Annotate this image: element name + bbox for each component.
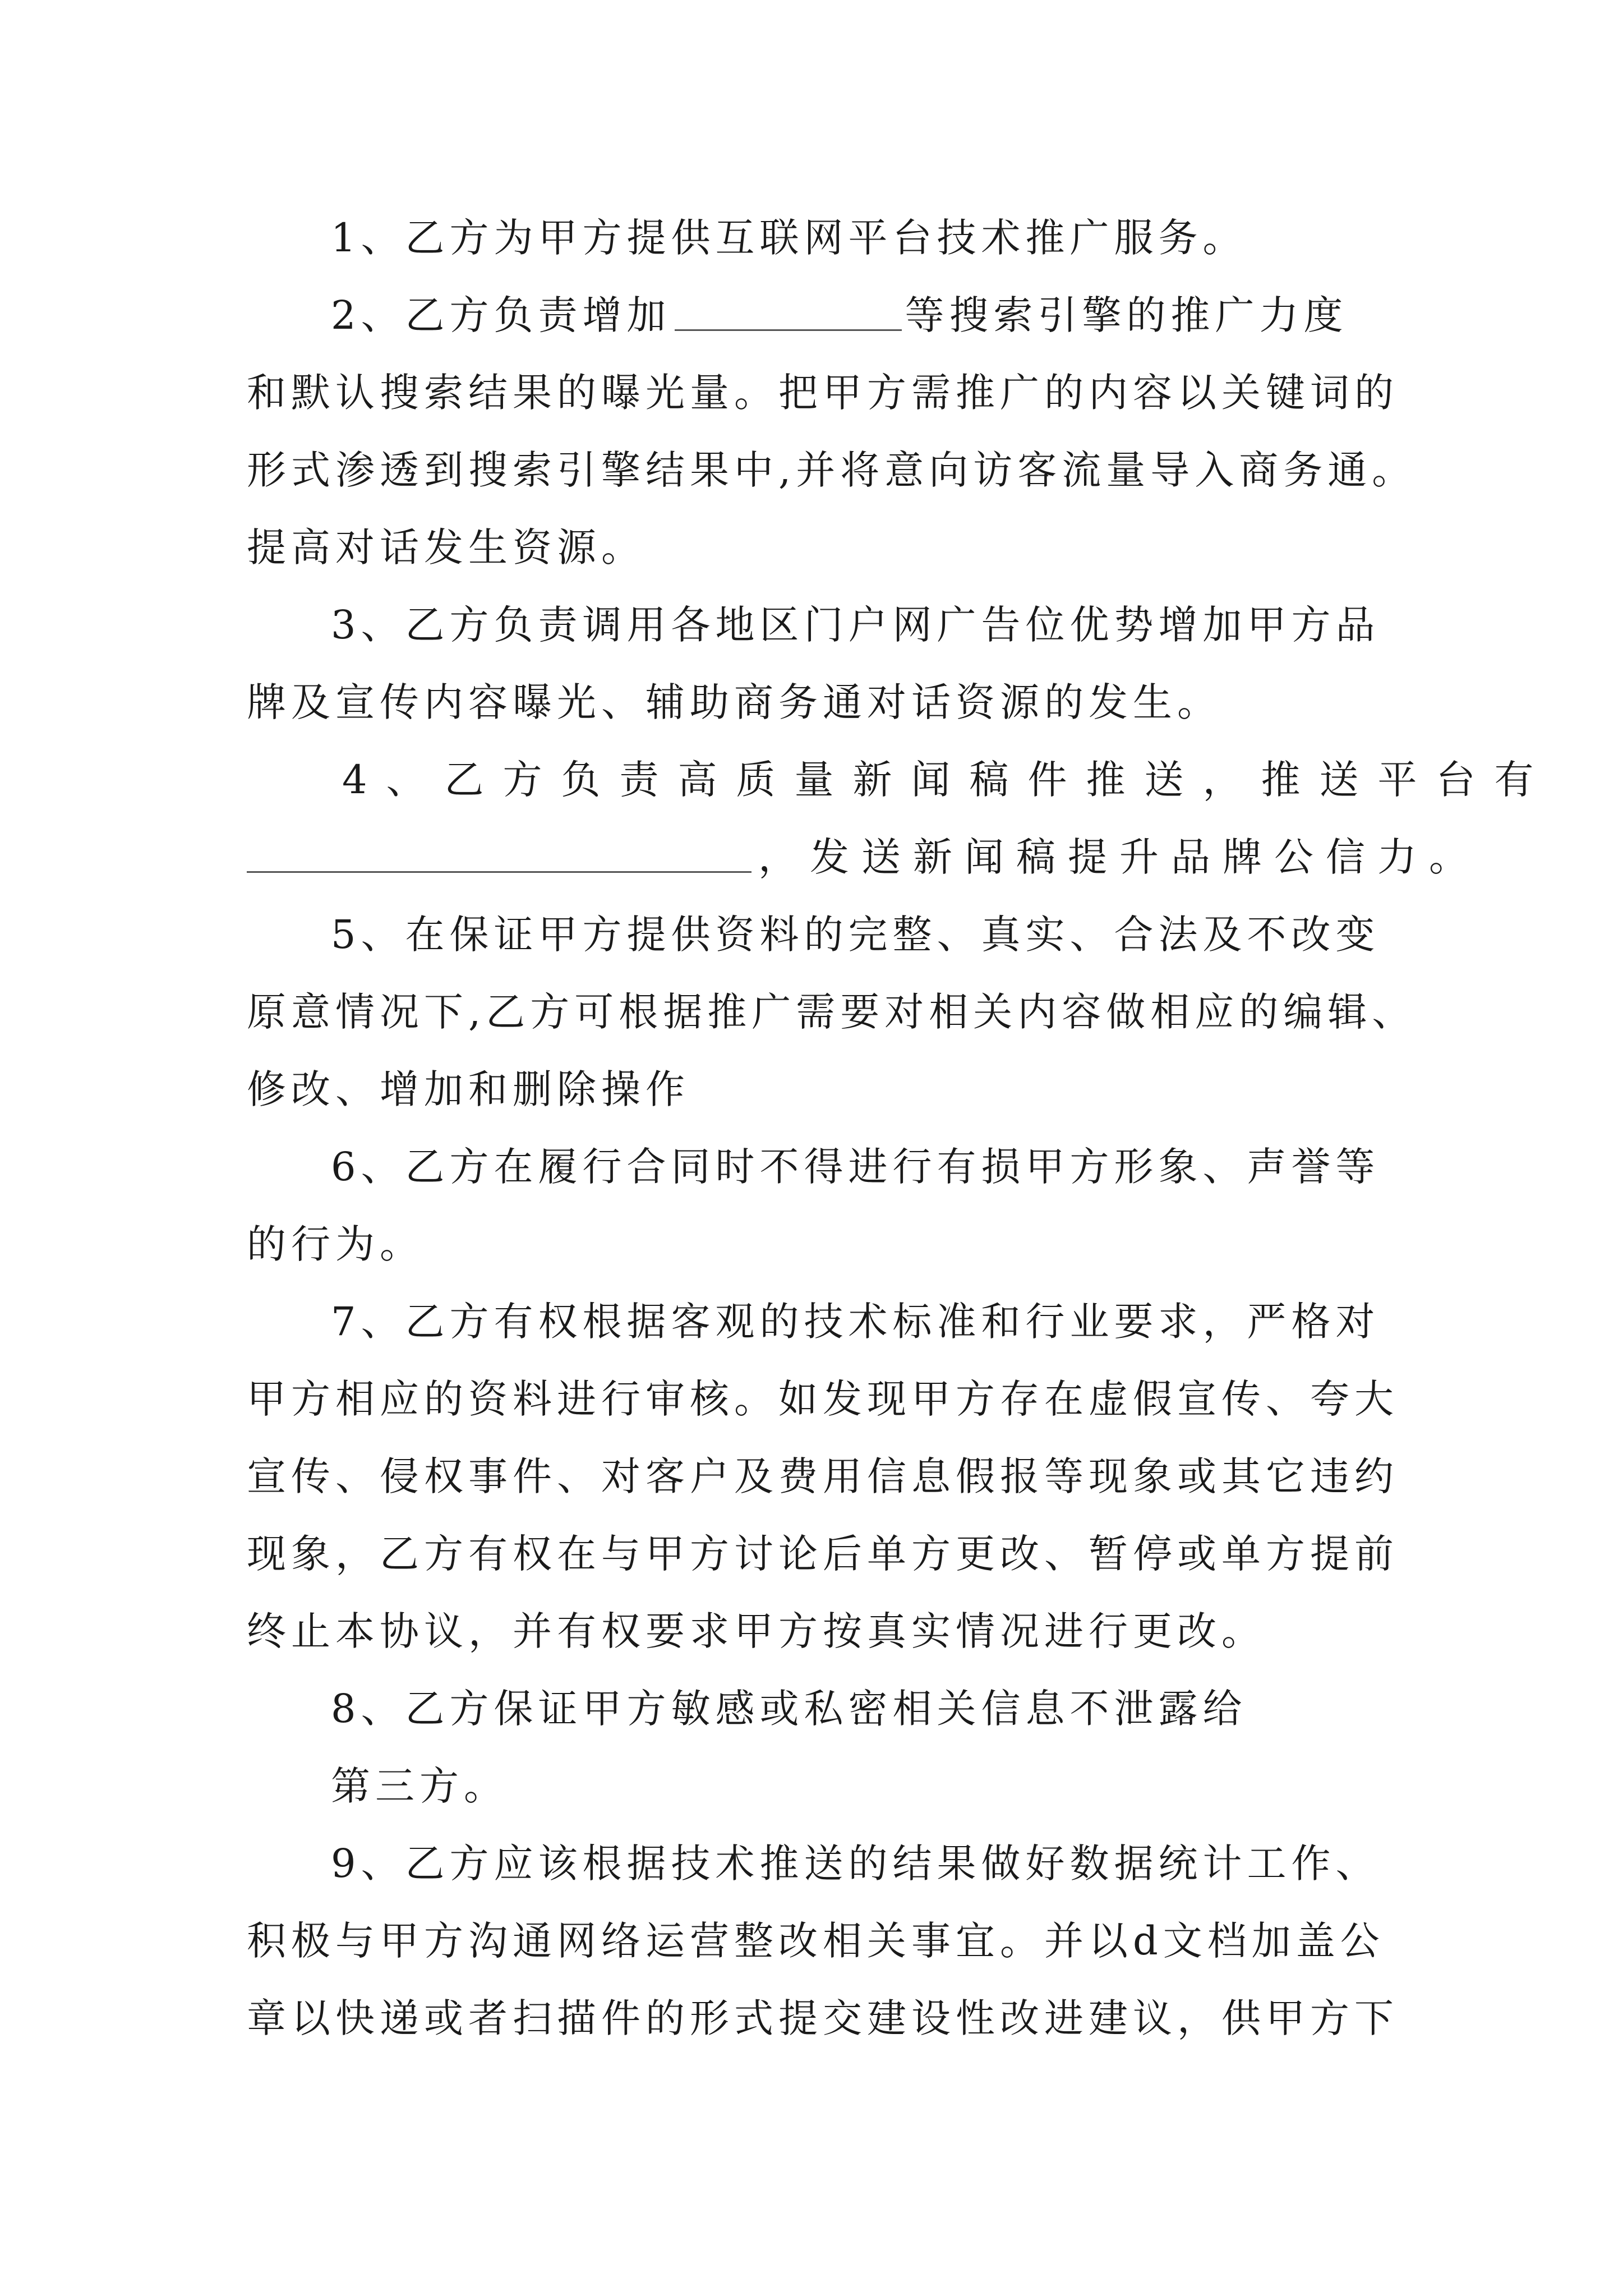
clause-7-line-5: 终止本协议，并有权要求甲方按真实情况进行更改。	[247, 1608, 1266, 1654]
search-engine-blank	[675, 295, 902, 331]
clause-9-line-3: 章以快递或者扫描件的形式提交建设性改进建议，供甲方下	[247, 1995, 1399, 2041]
clause-2-line-1	[331, 289, 1374, 341]
clause-4-text-after-blank: ，发送新闻稿提升品牌公信力。	[758, 834, 1481, 880]
clause-3-line-2: 牌及宣传内容曝光、辅助商务通对话资源的发生。	[247, 679, 1221, 725]
clause-9-line-2: 积极与甲方沟通网络运营整改相关事宜。并以d文档加盖公	[247, 1918, 1385, 1964]
clause-6-line-2: 的行为。	[247, 1221, 424, 1267]
clause-3-line-1: 3、乙方负责调用各地区门户网广告位优势增加甲方品	[331, 602, 1380, 648]
clause-5-line-2: 原意情况下,乙方可根据推广需要对相关内容做相应的编辑、	[247, 989, 1417, 1035]
clause-1-line-1: 1、乙方为甲方提供互联网平台技术推广服务。	[331, 215, 1247, 261]
clause-8-line-2: 第三方。	[331, 1763, 508, 1809]
clause-4-line-2	[247, 831, 1481, 883]
clause-6-line-1: 6、乙方在履行合同时不得进行有损甲方形象、声誉等	[331, 1144, 1380, 1190]
clause-8-line-1: 8、乙方保证甲方敏感或私密相关信息不泄露给	[331, 1686, 1247, 1732]
clause-2-line-3: 形式渗透到搜索引擎结果中,并将意向访客流量导入商务通。	[247, 447, 1417, 493]
clause-7-line-1: 7、乙方有权根据客观的技术标准和行业要求，严格对	[331, 1299, 1380, 1345]
platform-blank	[247, 836, 751, 873]
clause-5-line-3: 修改、增加和删除操作	[247, 1066, 690, 1112]
clause-5-line-1: 5、在保证甲方提供资料的完整、真实、合法及不改变	[331, 912, 1380, 958]
clause-2-line-4: 提高对话发生资源。	[247, 524, 645, 570]
clause-7-line-2: 甲方相应的资料进行审核。如发现甲方存在虚假宣传、夸大	[247, 1376, 1399, 1422]
clause-7-line-4: 现象，乙方有权在与甲方讨论后单方更改、暂停或单方提前	[247, 1531, 1399, 1577]
clause-7-line-3: 宣传、侵权事件、对客户及费用信息假报等现象或其它违约	[247, 1453, 1399, 1499]
clause-9-line-1: 9、乙方应该根据技术推送的结果做好数据统计工作、	[331, 1841, 1380, 1887]
clause-2-line-2: 和默认搜索结果的曝光量。把甲方需推广的内容以关键词的	[247, 370, 1399, 416]
clause-2-text-after-blank: 等搜索引擎的推广力度	[905, 292, 1348, 338]
clause-4-line-1: 4、乙方负责高质量新闻稿件推送，推送平台有	[342, 757, 1553, 803]
clause-2-text-before-blank: 2、乙方负责增加	[331, 292, 671, 338]
